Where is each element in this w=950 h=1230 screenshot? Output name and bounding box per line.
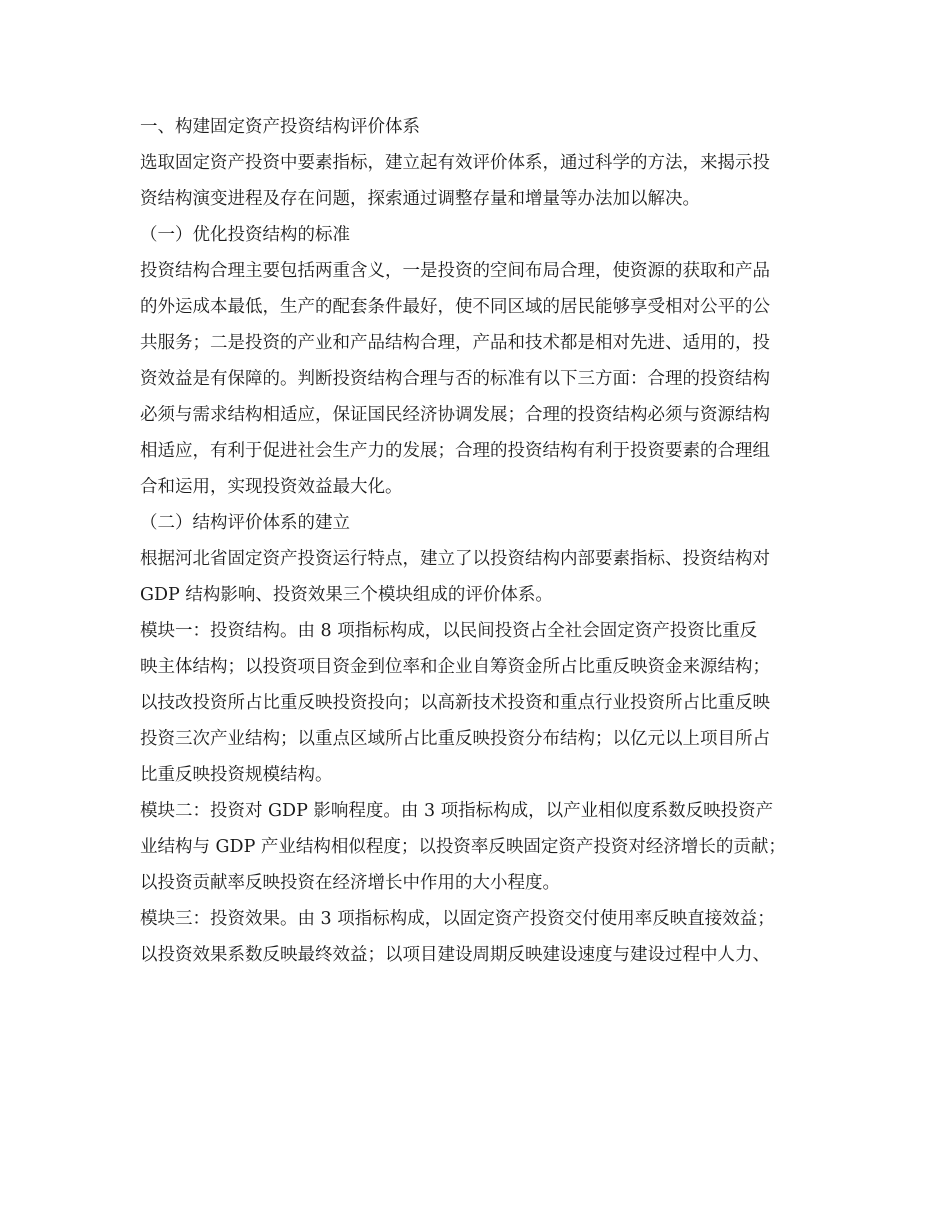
paragraph-line: 根据河北省固定资产投资运行特点，建立了以投资结构内部要素指标、投资结构对 xyxy=(140,549,770,569)
paragraph-line: 资结构演变进程及存在问题，探索通过调整存量和增量等办法加以解决。 xyxy=(140,189,700,209)
paragraph-line: 必须与需求结构相适应，保证国民经济协调发展；合理的投资结构必须与资源结构 xyxy=(140,405,770,425)
paragraph-line: 合和运用，实现投资效益最大化。 xyxy=(140,477,403,497)
module-line: 模块三：投资效果。由 3 项指标构成，以固定资产投资交付使用率反映直接效益； xyxy=(140,909,775,929)
paragraph-line: 相适应，有利于促进社会生产力的发展；合理的投资结构有利于投资要素的合理组 xyxy=(140,441,770,461)
paragraph-line: 选取固定资产投资中要素指标，建立起有效评价体系，通过科学的方法，来揭示投 xyxy=(140,153,770,173)
module-line: 以投资效果系数反映最终效益；以项目建设周期反映建设速度与建设过程中人力、 xyxy=(140,945,770,965)
module-line: 模块二：投资对 GDP 影响程度。由 3 项指标构成，以产业相似度系数反映投资产 xyxy=(140,801,774,821)
paragraph-line: 共服务；二是投资的产业和产品结构合理，产品和技术都是相对先进、适用的，投 xyxy=(140,333,770,353)
paragraph-line: GDP 结构影响、投资效果三个模块组成的评价体系。 xyxy=(140,585,553,605)
module-line: 投资三次产业结构；以重点区域所占比重反映投资分布结构；以亿元以上项目所占 xyxy=(140,729,770,749)
subsection-heading: （一）优化投资结构的标准 xyxy=(140,225,350,245)
paragraph-line: 投资结构合理主要包括两重含义，一是投资的空间布局合理，使资源的获取和产品 xyxy=(140,261,770,281)
module-line: 比重反映投资规模结构。 xyxy=(140,765,333,785)
paragraph-line: 资效益是有保障的。判断投资结构合理与否的标准有以下三方面：合理的投资结构 xyxy=(140,369,770,389)
module-line: 业结构与 GDP 产业结构相似程度；以投资率反映固定资产投资对经济增长的贡献； xyxy=(140,837,786,857)
module-line: 模块一：投资结构。由 8 项指标构成，以民间投资占全社会固定资产投资比重反 xyxy=(140,621,758,641)
subsection-heading: （二）结构评价体系的建立 xyxy=(140,513,350,533)
section-heading: 一、构建固定资产投资结构评价体系 xyxy=(140,117,420,137)
document-body xyxy=(140,112,815,976)
module-line: 映主体结构；以投资项目资金到位率和企业自筹资金所占比重反映资金来源结构； xyxy=(140,657,770,677)
module-line: 以技改投资所占比重反映投资投向；以高新技术投资和重点行业投资所占比重反映 xyxy=(140,693,770,713)
paragraph-line: 的外运成本最低，生产的配套条件最好，使不同区域的居民能够享受相对公平的公 xyxy=(140,297,770,317)
module-line: 以投资贡献率反映投资在经济增长中作用的大小程度。 xyxy=(140,873,560,893)
